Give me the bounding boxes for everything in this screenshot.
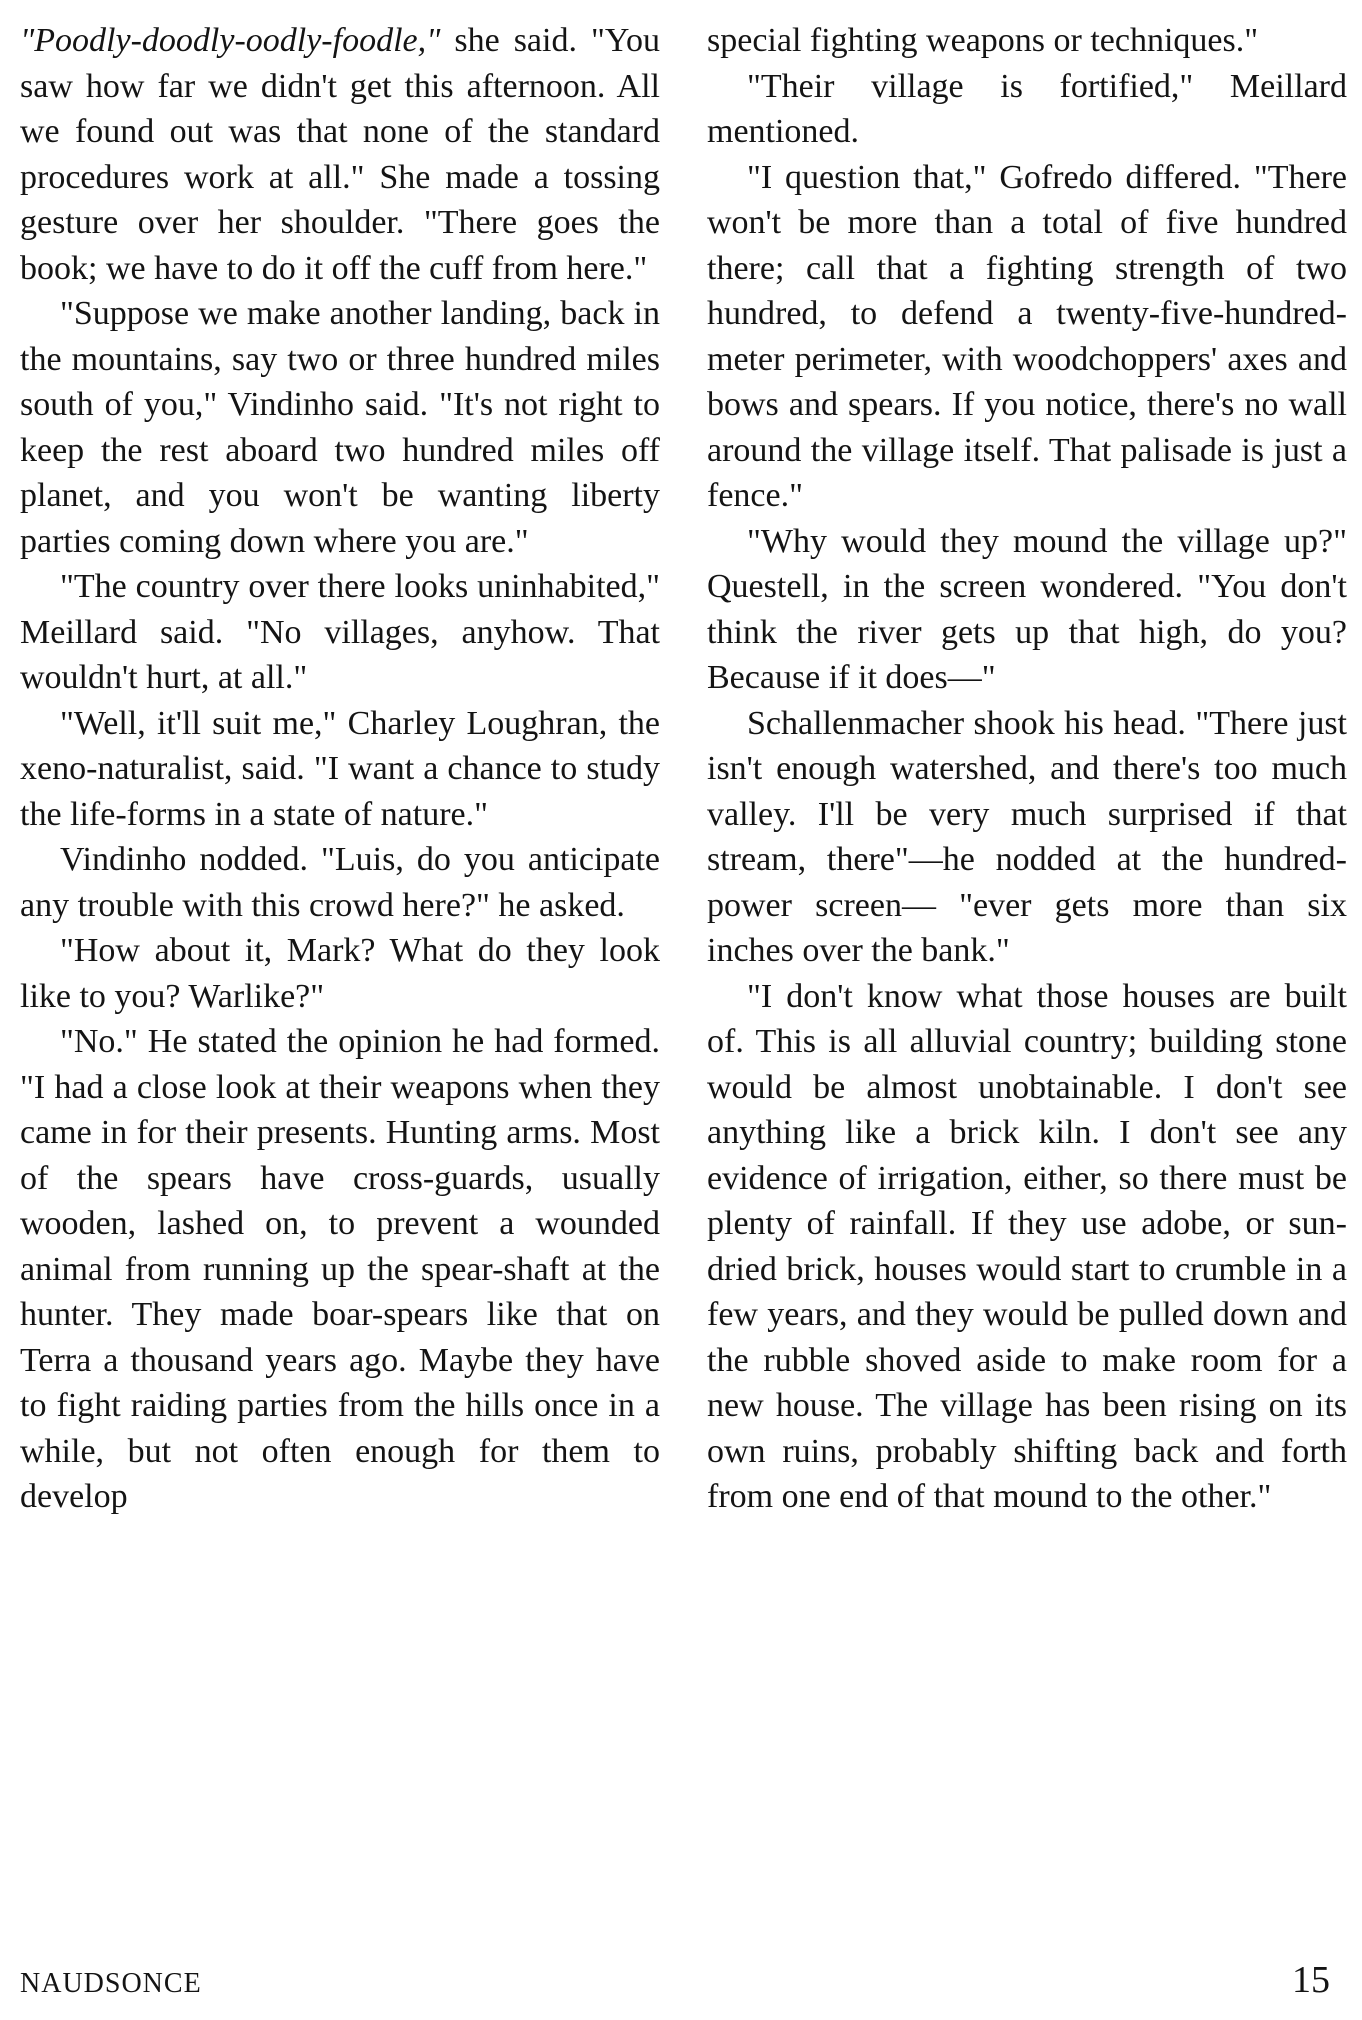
page-number: 15 [1292,1959,1330,2001]
running-head: NAUDSONCE [20,1968,202,1999]
paragraph [20,18,660,291]
paragraph: "No." He stated the opinion he had formed. "I had a close look at their weapons when they came in for their presents. Hunting arms. Most of the spears have cross-guards, usually wooden, lashed on, to prevent a wounded animal from running up the spear-shaft at the hunter. They made boar-spears like that on Terra a thousand years ago. Maybe they have to fight raiding parties from the hills once in a while, but not often enough for them to develop [20,1023,660,1515]
paragraph: "How about it, Mark? What do they look like to you? Warlike?" [20,932,660,1015]
paragraph: "Why would they mound the village up?" Questell, in the screen wondered. "You don't think the river gets up that high, do you? Because if it does—" [707,522,1347,696]
paragraph: "The country over there looks uninhabited," Meillard said. "No villages, anyhow. That wouldn't hurt, at all." [20,568,660,696]
paragraph: "I don't know what those houses are built of. This is all alluvial country; building stone would be almost unobtainable. I don't see anything like a brick kiln. I don't see any evidence of irrigation, either, so there must be plenty of rainfall. If they use adobe, or sun-dried brick, houses would start to crumble in a few years, and they would be pulled down and the rubble shoved aside to make room for a new house. The village has been rising on its own ruins, probably shifting back and forth from one end of that mound to the other." [707,977,1347,1515]
right-column [707,18,1347,1520]
italic-quote: "Poodly-doodly-oodly-foodle," [20,22,441,59]
paragraph: special fighting weapons or techniques." [707,22,1259,59]
paragraph-text: she said. "You saw how far we didn't get this afternoon. All we found out was that none of the standard procedures work at all." She made a tossing gesture over her shoulder. "There goes the book; we have to do it off the cuff from here." [20,22,660,287]
paragraph: "Their village is fortified," Meillard mentioned. [707,67,1347,150]
paragraph: "Suppose we make another landing, back in the mountains, say two or three hundred miles south of you," Vindinho said. "It's not right to keep the rest aboard two hundred miles off planet, and you won't be wanting liberty parties coming down where you are." [20,295,660,560]
paragraph: Schallenmacher shook his head. "There just isn't enough watershed, and there's too much valley. I'll be very much surprised if that stream, there"—he nodded at the hundred-power screen— "ever gets more than six inches over the bank." [707,704,1347,969]
paragraph: Vindinho nodded. "Luis, do you anticipate any trouble with this crowd here?" he asked. [20,841,660,924]
left-column [20,18,660,1520]
paragraph: "Well, it'll suit me," Charley Loughran, the xeno-naturalist, said. "I want a chance to study the life-forms in a state of nature." [20,704,660,833]
paragraph: "I question that," Gofredo differed. "There won't be more than a total of five hundred there; call that a fighting strength of two hundred, to defend a twenty-five-hundred-meter perimeter, with woodchoppers' axes and bows and spears. If you notice, there's no wall around the village itself. That palisade is just a fence." [707,158,1347,514]
